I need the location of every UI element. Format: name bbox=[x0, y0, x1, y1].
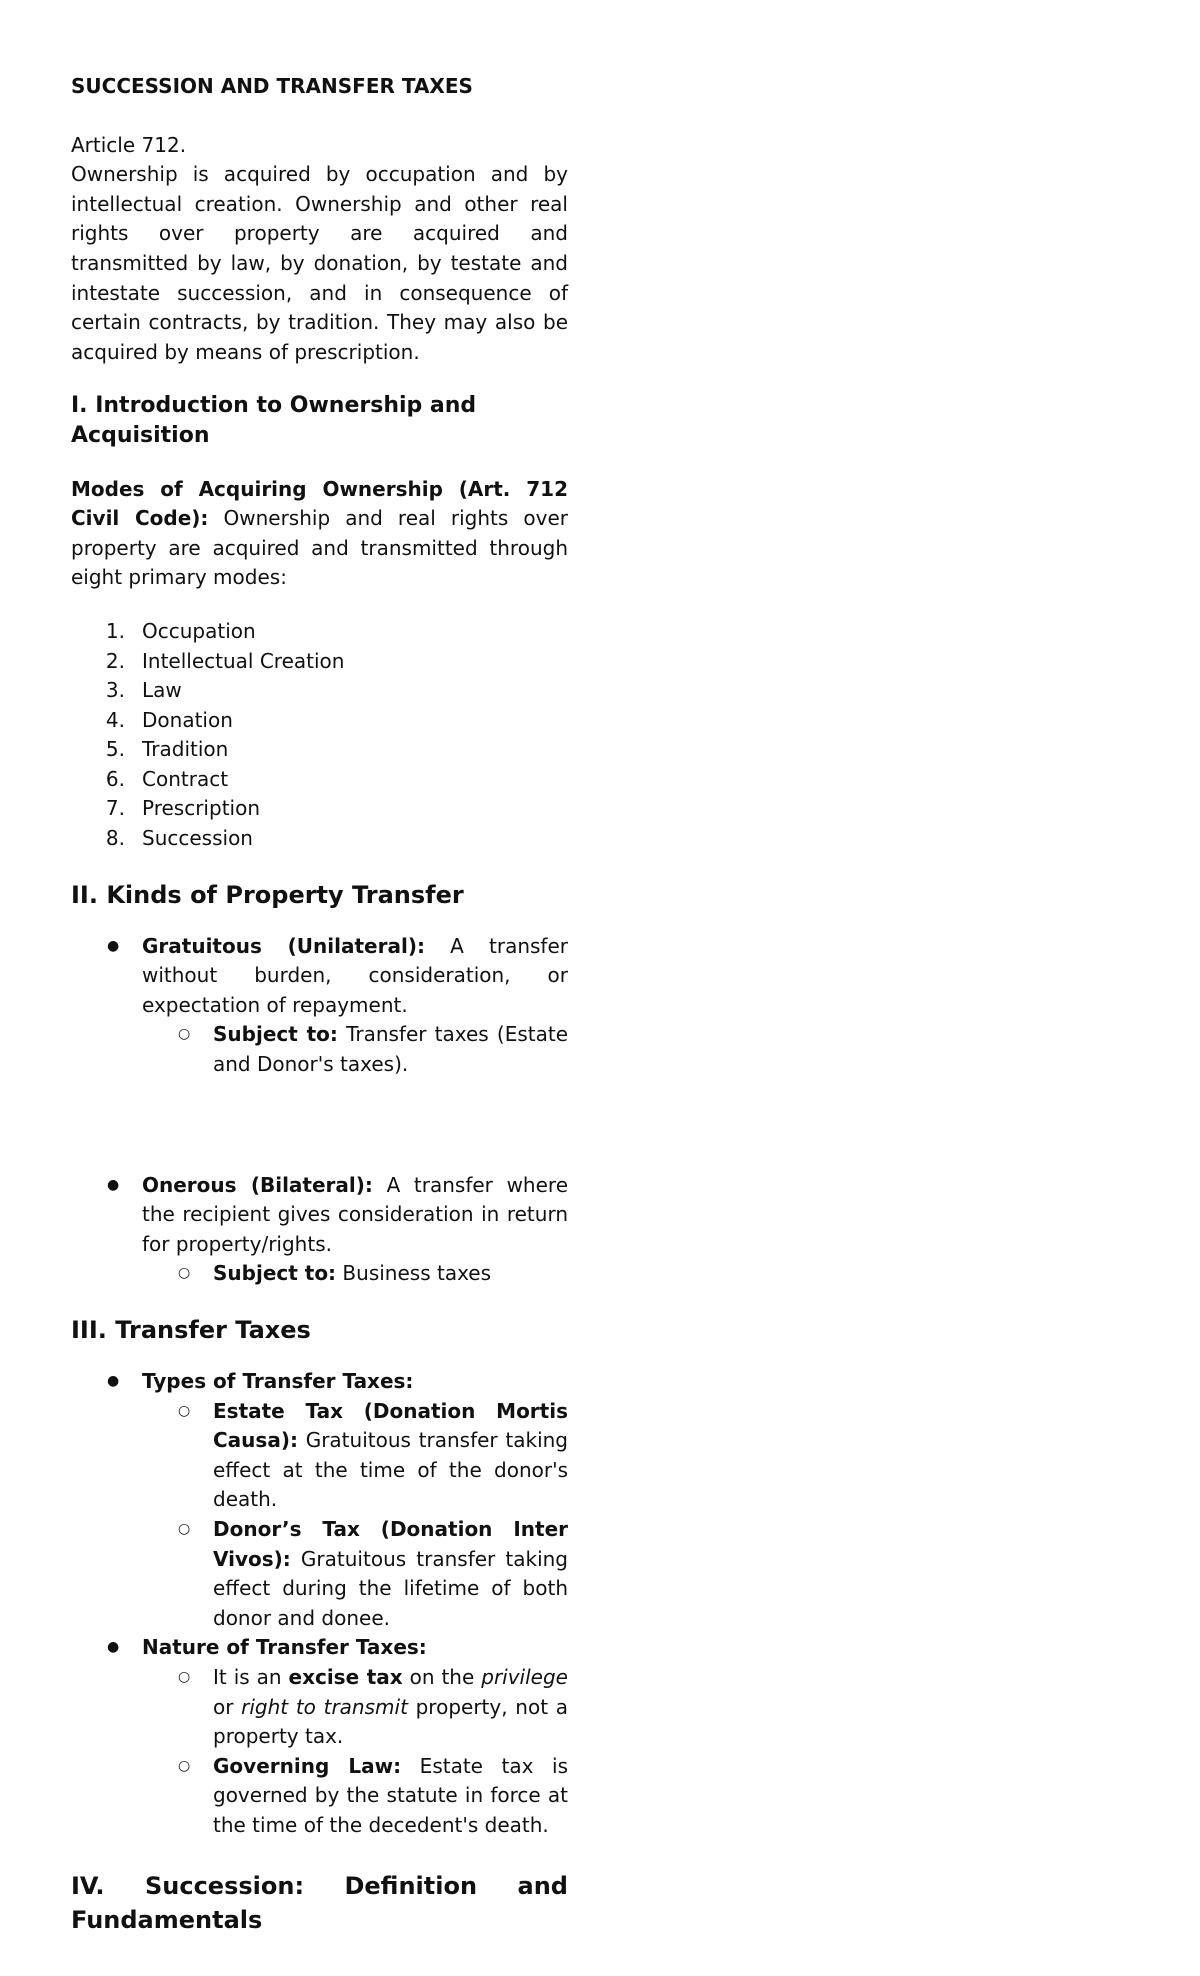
nature-sublist bbox=[142, 1663, 568, 1841]
estate-tax-label: Estate Tax (Donation Mortis Causa): bbox=[213, 1398, 568, 1453]
list-item-nature bbox=[71, 1633, 568, 1840]
transfer-kinds-list-2 bbox=[71, 1171, 568, 1289]
bullet-icon: ● bbox=[107, 1639, 120, 1656]
circle-bullet-icon: ○ bbox=[178, 1265, 191, 1282]
list-item bbox=[142, 1259, 568, 1289]
list-item-gratuitous bbox=[71, 932, 568, 1080]
document-title: SUCCESSION AND TRANSFER TAXES bbox=[71, 74, 473, 98]
list-number: 5. bbox=[105, 737, 125, 762]
section-4-heading-line-1 bbox=[71, 1869, 568, 1903]
heading-word: Succession: bbox=[144, 1871, 305, 1900]
list-number: 2. bbox=[105, 648, 125, 673]
list-item bbox=[71, 617, 568, 647]
list-item bbox=[71, 647, 568, 677]
excise-tax-term: excise tax bbox=[288, 1664, 403, 1689]
bullet-icon: ● bbox=[107, 1373, 120, 1389]
transfer-taxes-list bbox=[71, 1367, 568, 1841]
list-number: 6. bbox=[105, 766, 125, 791]
subject-to-label: Subject to: bbox=[213, 1261, 337, 1286]
right-to-transmit-term: right to transmit bbox=[241, 1694, 408, 1719]
circle-bullet-icon: ○ bbox=[178, 1668, 191, 1685]
section-4-heading bbox=[71, 1869, 568, 1937]
list-label: Donation bbox=[142, 707, 233, 732]
list-label: Occupation bbox=[142, 618, 256, 643]
nature-text-or: or bbox=[213, 1694, 242, 1719]
list-item-types bbox=[71, 1367, 568, 1633]
article-text: Ownership is acquired by occupation and by intellectual creation. Ownership and other real rights over property are acquired and transmitted by law, by donation, by testate and intestate succession, and in consequence of certain contracts, by tradition. They may also be acquired by means of prescription. bbox=[71, 162, 568, 364]
nature-text-mid: on the bbox=[402, 1664, 482, 1689]
onerous-text: A transfer where the recipient gives consideration in return for property/rights. bbox=[142, 1172, 568, 1256]
subject-to-text: Transfer taxes (Estate and Donor's taxes). bbox=[213, 1022, 569, 1077]
circle-bullet-icon: ○ bbox=[178, 1520, 191, 1537]
section-3-heading: III. Transfer Taxes bbox=[71, 1316, 311, 1344]
list-label: Contract bbox=[142, 766, 229, 791]
list-item bbox=[71, 735, 568, 765]
governing-law-label: Governing Law: bbox=[213, 1753, 402, 1778]
nature-text-post: property, not a property tax. bbox=[213, 1694, 568, 1749]
list-item bbox=[142, 1020, 568, 1079]
list-number: 7. bbox=[105, 796, 125, 821]
onerous-label: Onerous (Bilateral): bbox=[142, 1172, 373, 1197]
list-label: Law bbox=[142, 678, 182, 703]
gratuitous-text: A transfer without burden, consideration, or expectation of repayment. bbox=[142, 933, 568, 1017]
list-item bbox=[142, 1663, 568, 1752]
onerous-sublist bbox=[142, 1259, 568, 1289]
circle-bullet-icon: ○ bbox=[178, 1757, 191, 1774]
subject-to-text: Business taxes bbox=[336, 1261, 492, 1286]
donor-tax-text: Gratuitous transfer taking effect during the lifetime of both donor and donee. bbox=[213, 1546, 568, 1630]
governing-law-text: Estate tax is governed by the statute in force at the time of the decedent's death. bbox=[213, 1753, 568, 1837]
heading-word: IV. bbox=[71, 1871, 105, 1900]
subject-to-label: Subject to: bbox=[213, 1022, 338, 1047]
section-4-heading-line-2: Fundamentals bbox=[71, 1905, 263, 1934]
list-number: 4. bbox=[105, 707, 125, 732]
list-label: Prescription bbox=[142, 796, 260, 821]
transfer-kinds-list bbox=[71, 932, 568, 1080]
list-label: Tradition bbox=[142, 737, 229, 762]
modes-paragraph bbox=[71, 475, 568, 593]
circle-bullet-icon: ○ bbox=[178, 1402, 191, 1419]
list-item bbox=[71, 824, 568, 854]
list-item-onerous bbox=[71, 1171, 568, 1289]
list-item bbox=[71, 706, 568, 736]
section-1-heading: I. Introduction to Ownership and Acquisition bbox=[71, 393, 477, 448]
bullet-icon: ● bbox=[107, 937, 120, 954]
list-number: 1. bbox=[105, 618, 125, 643]
list-label: Succession bbox=[142, 826, 253, 851]
modes-text: Ownership and real rights over property are acquired and transmitted through eight primary modes: bbox=[71, 506, 568, 590]
list-label: Intellectual Creation bbox=[142, 648, 345, 673]
blank-space bbox=[71, 1080, 568, 1171]
gratuitous-label: Gratuitous (Unilateral): bbox=[142, 933, 425, 958]
nature-label: Nature of Transfer Taxes: bbox=[142, 1635, 427, 1660]
list-item bbox=[142, 1397, 568, 1515]
types-label: Types of Transfer Taxes: bbox=[142, 1369, 414, 1393]
list-item bbox=[71, 794, 568, 824]
circle-bullet-icon: ○ bbox=[178, 1026, 191, 1043]
nature-text-pre: It is an bbox=[213, 1664, 289, 1689]
bullet-icon: ● bbox=[107, 1176, 120, 1193]
list-item bbox=[142, 1752, 568, 1841]
gratuitous-sublist bbox=[142, 1020, 568, 1079]
modes-label: Modes of Acquiring Ownership (Art. 712 Civil Code): bbox=[71, 476, 568, 531]
list-number: 3. bbox=[105, 678, 125, 703]
donor-tax-label: Donor’s Tax (Donation Inter Vivos): bbox=[213, 1516, 568, 1571]
section-2-heading: II. Kinds of Property Transfer bbox=[71, 880, 464, 909]
modes-list bbox=[71, 617, 568, 854]
heading-word: and bbox=[517, 1871, 568, 1900]
article-heading: Article 712. bbox=[71, 132, 187, 157]
estate-tax-text: Gratuitous transfer taking effect at the time of the donor's death. bbox=[213, 1428, 568, 1512]
list-number: 8. bbox=[105, 826, 125, 851]
list-item bbox=[142, 1515, 568, 1633]
document-page bbox=[71, 72, 568, 1957]
types-sublist bbox=[142, 1397, 568, 1634]
heading-word: Definition bbox=[344, 1871, 478, 1900]
list-item bbox=[71, 765, 568, 795]
privilege-term: privilege bbox=[481, 1664, 568, 1689]
list-item bbox=[71, 676, 568, 706]
